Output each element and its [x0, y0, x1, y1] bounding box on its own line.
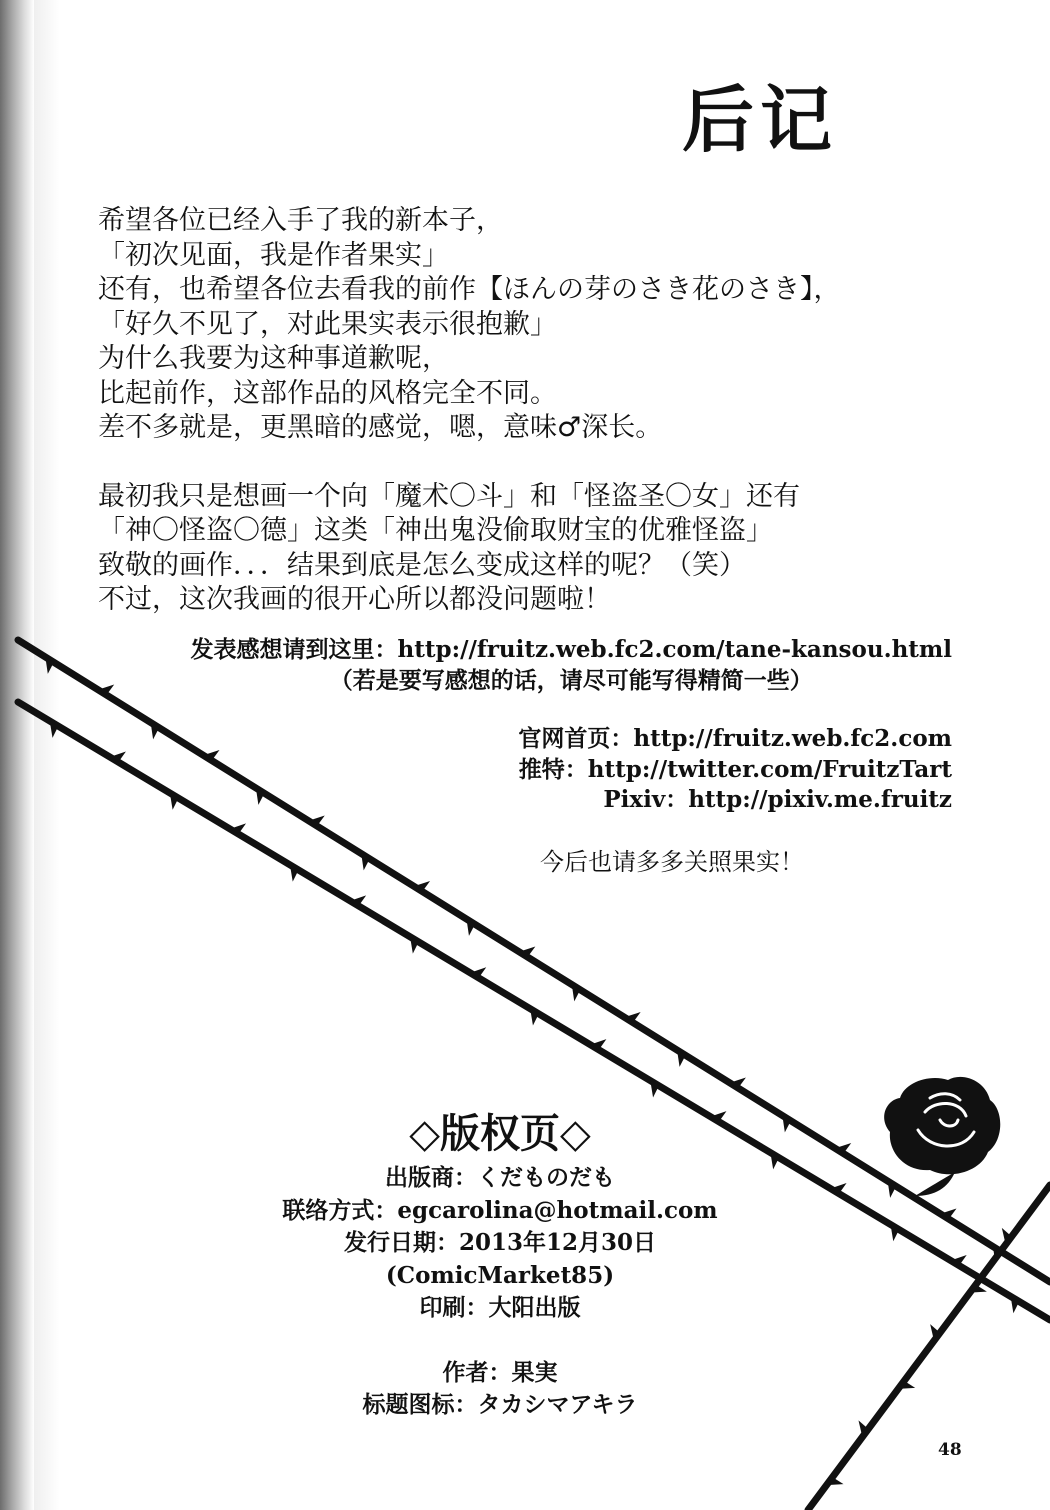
paragraph-gap [98, 446, 841, 480]
rose-icon [884, 1077, 1000, 1174]
feedback-url-line: 发表感想请到这里：http://fruitz.web.fc2.com/tane-kansou.html [190, 636, 952, 663]
colophon-date: 发行日期：2013年12月30日 [343, 1229, 657, 1256]
afterword-line: 「好久不见了，对此果实表示很抱歉」 [98, 308, 557, 340]
twitter-link: 推特：http://twitter.com/FruitzTart [518, 755, 952, 783]
page-number: 48 [938, 1440, 962, 1460]
colophon-printer: 印刷：大阳出版 [419, 1294, 581, 1321]
homepage-link: 官网首页：http://fruitz.web.fc2.com [518, 725, 952, 752]
colophon [230, 1108, 770, 1422]
page-title: 后记 [682, 78, 839, 162]
colophon-gap [230, 1325, 770, 1357]
colophon-contact: 联络方式：egcarolina@hotmail.com [282, 1196, 718, 1224]
afterword-line: 不过，这次我画的很开心所以都没问题啦！ [98, 584, 611, 615]
colophon-title: ◇版权页◇ [409, 1110, 591, 1157]
closing-thanks: 今后也请多多关照果实！ [540, 848, 804, 876]
feedback-note: （若是要写感想的话，请尽可能写得精简一些） [329, 667, 813, 694]
colophon-event: (ComicMarket85) [385, 1261, 615, 1289]
colophon-publisher: 出版商：くだものだも [385, 1164, 615, 1191]
links-block [518, 724, 952, 816]
afterword-line: 为什么我要为这种事道歉呢， [98, 343, 449, 374]
thorn-vine-stem [808, 1185, 1050, 1510]
afterword-line: 致敬的画作．．．结果到底是怎么变成这样的呢？（笑） [98, 549, 746, 581]
afterword-line: 「初次见面，我是作者果实」 [98, 239, 449, 271]
afterword-line: 比起前作，这部作品的风格完全不同。 [98, 377, 557, 409]
feedback-block [191, 634, 952, 696]
rose-leaf [915, 1172, 955, 1196]
pixiv-link: Pixiv：http://pixiv.me.fruitz [603, 786, 952, 813]
colophon-author: 作者：果実 [442, 1358, 558, 1386]
afterword-line: 「神〇怪盗〇德」这类「神出鬼没偷取财宝的优雅怪盗」 [98, 515, 773, 546]
afterword-line: 最初我只是想画一个向「魔术〇斗」和「怪盗圣〇女」还有 [98, 480, 800, 512]
afterword-body [98, 204, 841, 618]
colophon-logo-credit: 标题图标：タカシマアキラ [362, 1391, 638, 1418]
afterword-line: 希望各位已经入手了我的新本子， [98, 205, 503, 236]
afterword-line: 还有，也希望各位去看我的前作【ほんの芽のさき花のさき】， [98, 274, 841, 305]
afterword-line: 差不多就是，更黑暗的感觉，嗯，意味♂深长。 [98, 412, 663, 443]
